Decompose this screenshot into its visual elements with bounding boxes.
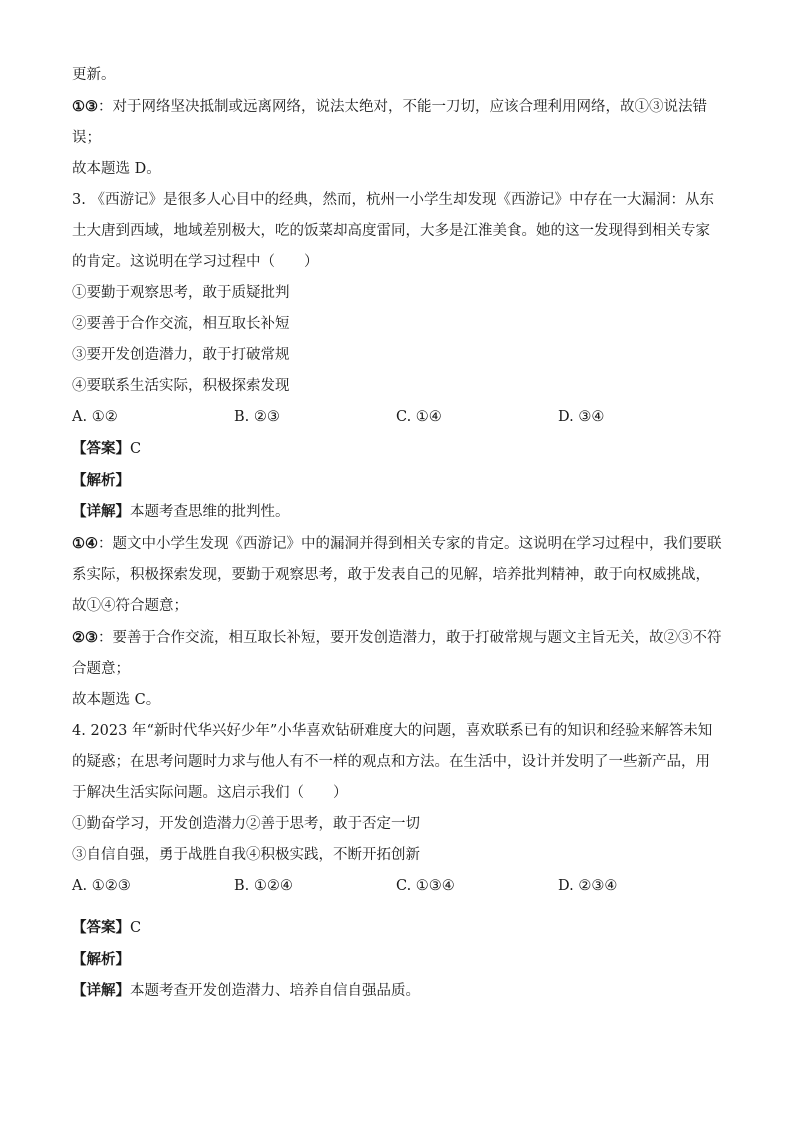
q4-option-a: A. ①②③	[72, 878, 131, 894]
q2-analysis-13-tag: ①③	[72, 98, 98, 115]
q2-analysis-13	[72, 91, 712, 154]
q4-option-b: B. ①②④	[234, 878, 293, 894]
q4-answer-label: 【答案】	[72, 919, 130, 936]
q3-analysis-23-text: ：要善于合作交流，相互取长补短，要开发创造潜力，敢于打破常规与题文主旨无关，故②③不符合题意；	[72, 630, 722, 677]
q3-item-2: ②要善于合作交流，相互取长补短	[72, 316, 290, 332]
q3-answer-label: 【答案】	[72, 440, 130, 457]
q2-analysis-13-text: ：对于网络坚决抵制或远离网络，说法太绝对，不能一刀切，应该合理利用网络，故①③说法错误；	[72, 99, 707, 146]
q2-conclusion: 故本题选 D。	[72, 161, 161, 177]
q4-options	[72, 871, 722, 902]
q4-answer-value: C	[130, 920, 142, 936]
q3-detail-label: 【详解】	[72, 503, 130, 520]
q3-options	[72, 402, 722, 433]
q3-option-a: A. ①②	[72, 409, 118, 425]
q4-analysis-label: 【解析】	[72, 951, 130, 968]
q4-detail	[72, 975, 722, 1007]
q4-items-line-1: ①勤奋学习，开发创造潜力②善于思考，敢于否定一切	[72, 816, 420, 832]
q3-conclusion: 故本题选 C。	[72, 692, 161, 708]
q4-option-c: C. ①③④	[396, 878, 455, 894]
q4-detail-label: 【详解】	[72, 982, 130, 999]
q3-analysis-23	[72, 622, 722, 685]
q3-option-c: C. ①④	[396, 409, 442, 425]
q4-detail-text: 本题考查开发创造潜力、培养自信自强品质。	[130, 983, 420, 999]
q4-stem: 4. 2023 年“新时代华兴好少年”小华喜欢钻研难度大的问题，喜欢联系已有的知识和经验来解答未知的疑惑；在思考问题时力求与他人有不一样的观点和方法。在生活中，设计并发明了一些新产品，用于解决生活实际问题。这启示我们（ ）	[72, 723, 713, 801]
q3-item-4: ④要联系生活实际，积极探索发现	[72, 378, 290, 394]
q3-option-d: D. ③④	[558, 409, 605, 425]
q4-items-line-2: ③自信自强，勇于战胜自我④积极实践，不断开拓创新	[72, 847, 420, 863]
q3-stem: 3. 《西游记》是很多人心目中的经典，然而，杭州一小学生却发现《西游记》中存在一大漏洞：从东土大唐到西域，地域差别极大，吃的饭菜却高度雷同，大多是江淮美食。她的这一发现得到相关专家的肯定。这说明在学习过程中（ ）	[72, 192, 714, 270]
q3-analysis-23-tag: ②③	[72, 629, 98, 646]
q3-analysis-14-text: ：题文中小学生发现《西游记》中的漏洞并得到相关专家的肯定。这说明在学习过程中，我们要联系实际，积极探索发现，要勤于观察思考，敢于发表自己的见解，培养批判精神，敢于向权威挑战，故①④符合题意；	[72, 536, 722, 614]
spacer	[72, 902, 722, 912]
q4-answer	[72, 912, 722, 944]
document-page	[72, 60, 722, 1007]
q3-answer-value: C	[130, 441, 142, 457]
q3-option-b: B. ②③	[234, 409, 280, 425]
q3-detail	[72, 496, 722, 528]
q3-analysis-14	[72, 528, 722, 622]
q3-analysis-14-tag: ①④	[72, 535, 98, 552]
q2-tail-line: 更新。	[72, 67, 116, 83]
q3-item-1: ①要勤于观察思考，敢于质疑批判	[72, 285, 290, 301]
q3-analysis-label: 【解析】	[72, 472, 130, 489]
q3-answer	[72, 433, 722, 465]
q4-option-d: D. ②③④	[558, 878, 618, 894]
q3-item-3: ③要开发创造潜力，敢于打破常规	[72, 347, 290, 363]
q3-detail-text: 本题考查思维的批判性。	[130, 504, 290, 520]
